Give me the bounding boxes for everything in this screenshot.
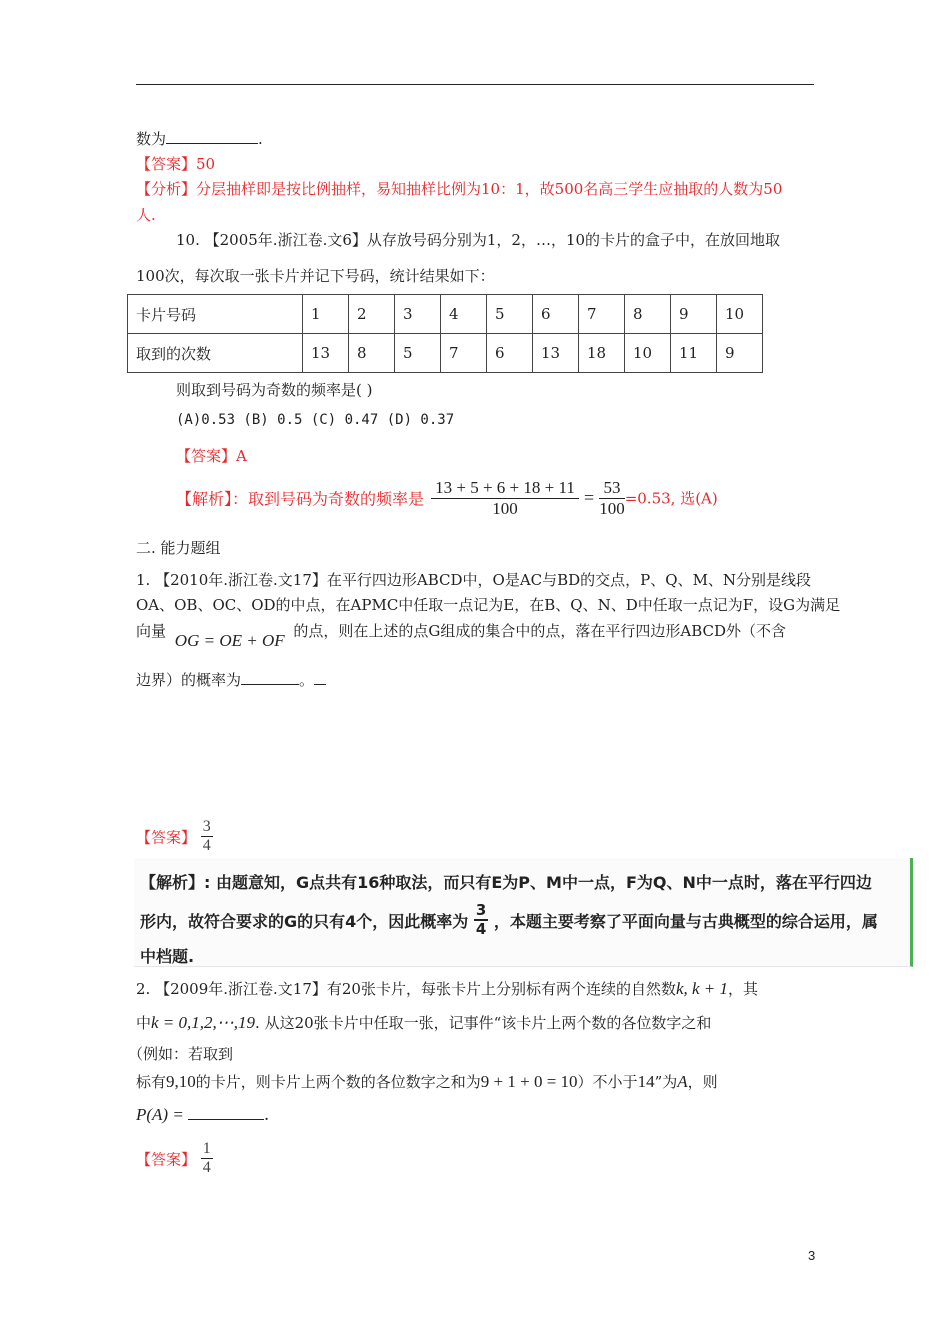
analysis-label: 【解析】 [176, 489, 233, 509]
analysis-label: 【分析】 [136, 180, 197, 198]
q9-analysis-line1 [136, 178, 782, 199]
table-cell: 10 [625, 334, 671, 373]
fraction-numerator: 3 [474, 902, 488, 921]
answer-value: 50 [196, 155, 216, 173]
answer-blank [241, 670, 299, 685]
answer-label: 【答案】 [136, 155, 197, 173]
table-cell: 2 [349, 295, 395, 334]
analysis-line3: 中档题. [140, 947, 195, 966]
table-cell: 9 [671, 295, 717, 334]
analysis-tail: =0.53, 选(A) [624, 489, 718, 508]
table-cell: 13 [533, 334, 579, 373]
answer-fraction [201, 818, 213, 856]
q9-tail-text: 数为 [136, 130, 167, 148]
math: k, k + 1 [675, 979, 729, 998]
fraction [599, 478, 625, 518]
q9-tail-end: . [258, 130, 263, 148]
table-cell: 5 [395, 334, 441, 373]
p1-line1: 1. 【2010年.浙江卷.文17】在平行四边形ABCD中，O是AC与BD的交点，P、Q、M、N分别是线段 [136, 571, 812, 589]
p1-line4 [136, 669, 326, 690]
table-row [128, 295, 763, 334]
text: 边界）的概率为 [136, 671, 242, 689]
p2-line4 [136, 1071, 718, 1092]
answer-blank [166, 129, 258, 144]
table-cell: 1 [303, 295, 349, 334]
text: 向量 [136, 622, 167, 640]
fraction-numerator: 3 [201, 818, 213, 837]
fraction [474, 902, 488, 939]
section-title: 二. 能力题组 [136, 539, 221, 557]
fraction-numerator: 53 [599, 478, 625, 499]
text: ，本题主要考察了平面向量与古典概型的综合运用，属 [493, 911, 878, 931]
text: 标有 [136, 1073, 167, 1091]
fraction-denominator: 4 [202, 1159, 211, 1177]
table-row-header: 取到的次数 [128, 334, 303, 373]
math: P(A) = [136, 1105, 184, 1124]
table-cell: 6 [487, 334, 533, 373]
fraction-numerator: 13 + 5 + 6 + 18 + 11 [431, 478, 579, 499]
fraction-denominator: 4 [202, 837, 211, 855]
page-number: 3 [808, 1248, 816, 1263]
text: ，则 [687, 1073, 718, 1091]
answer-fraction [201, 1140, 213, 1178]
p2-line5 [136, 1105, 269, 1125]
table-cell: 13 [303, 334, 349, 373]
q10-options: (A)0.53 (B) 0.5 (C) 0.47 (D) 0.37 [176, 412, 455, 428]
p2-line2 [136, 1012, 711, 1033]
table-cell: 7 [441, 334, 487, 373]
math: 9 + 1 + 0 = 10 [480, 1072, 578, 1091]
answer-blank [188, 1105, 264, 1120]
fraction-denominator: 100 [492, 498, 518, 518]
fraction-denominator: 100 [599, 498, 625, 518]
p1-answer [136, 818, 213, 856]
table-cell: 7 [579, 295, 625, 334]
table-cell: 9 [717, 334, 763, 373]
q9-analysis-line2: 人. [136, 206, 156, 224]
analysis-line1: 【解析】: 由题意知，G点共有16种取法，而只有E为P、M中一点，F为Q、N中一点时，落在平行四边 [140, 873, 872, 892]
text: ）不小于 [577, 1073, 638, 1091]
table-cell: 8 [349, 334, 395, 373]
p1-line3 [136, 620, 787, 650]
stats-table [127, 294, 763, 373]
text: 中 [136, 1014, 152, 1032]
table-cell: 10 [717, 295, 763, 334]
vector-equation: OG = OE + OF [174, 631, 285, 650]
q10-line2: 100次，每次取一张卡片并记下号码，统计结果如下： [136, 267, 495, 285]
p2-line3: （例如：若取到 [128, 1045, 234, 1063]
q10-answer [176, 445, 247, 466]
q10-line1: 10. 【2005年.浙江卷.文6】从存放号码分别为1，2，…，10的卡片的盒子中，在放回地取 [176, 231, 781, 249]
answer-value: A [236, 447, 247, 465]
text: ”为 [654, 1073, 678, 1091]
fraction [431, 478, 579, 518]
analysis-line2 [140, 902, 878, 939]
text: 的点，则在上述的点G组成的集合中的点，落在平行四边形ABCD外（不含 [293, 622, 787, 640]
table-row-header: 卡片号码 [128, 295, 303, 334]
table-cell: 3 [395, 295, 441, 334]
text: 的卡片，则卡片上两个数的各位数字之和为 [195, 1073, 481, 1091]
q10-question: 则取到号码为奇数的频率是( ) [176, 381, 373, 399]
q9-tail [136, 128, 263, 149]
q10-analysis [176, 478, 718, 518]
math: 9,10 [166, 1072, 196, 1091]
table-row [128, 334, 763, 373]
p2-answer [136, 1140, 213, 1178]
text: . 从这20张卡片中任取一张，记事件“该卡片上两个数的各位数字之和 [255, 1014, 712, 1032]
table-cell: 6 [533, 295, 579, 334]
text: ，其 [728, 980, 759, 998]
table-cell: 11 [671, 334, 717, 373]
math: k = 0,1,2,⋯,19 [151, 1013, 256, 1032]
table-cell: 5 [487, 295, 533, 334]
text: 形内，故符合要求的G的只有4个，因此概率为 [140, 911, 469, 931]
p1-line2: OA、OB、OC、OD的中点，在APMC中任取一点记为E，在B、Q、N、D中任取一点记为F，设G为满足 [136, 596, 841, 614]
answer-label: 【答案】 [136, 1150, 197, 1169]
header-rule [136, 84, 814, 85]
answer-blank-tail [314, 670, 326, 685]
analysis-text: ：取到号码为奇数的频率是 [232, 489, 425, 509]
analysis-text: 分层抽样即是按比例抽样，易知抽样比例为10：1，故500名高三学生应抽取的人数为50 [196, 180, 783, 198]
math: 14 [637, 1072, 655, 1091]
math: A [677, 1072, 688, 1091]
analysis-image [134, 858, 913, 967]
answer-label: 【答案】 [176, 447, 237, 465]
table-cell: 18 [579, 334, 625, 373]
equals-sign: = [583, 487, 595, 508]
text: 。 [299, 671, 315, 689]
answer-label: 【答案】 [136, 828, 197, 847]
table-cell: 4 [441, 295, 487, 334]
text: 2. 【2009年.浙江卷.文17】有20张卡片，每张卡片上分别标有两个连续的自然数 [136, 980, 676, 998]
fraction-numerator: 1 [201, 1140, 213, 1159]
fraction-denominator: 4 [475, 920, 487, 939]
text: . [263, 1105, 270, 1125]
p2-line1 [136, 978, 758, 999]
table-cell: 8 [625, 295, 671, 334]
q9-answer [136, 153, 215, 174]
